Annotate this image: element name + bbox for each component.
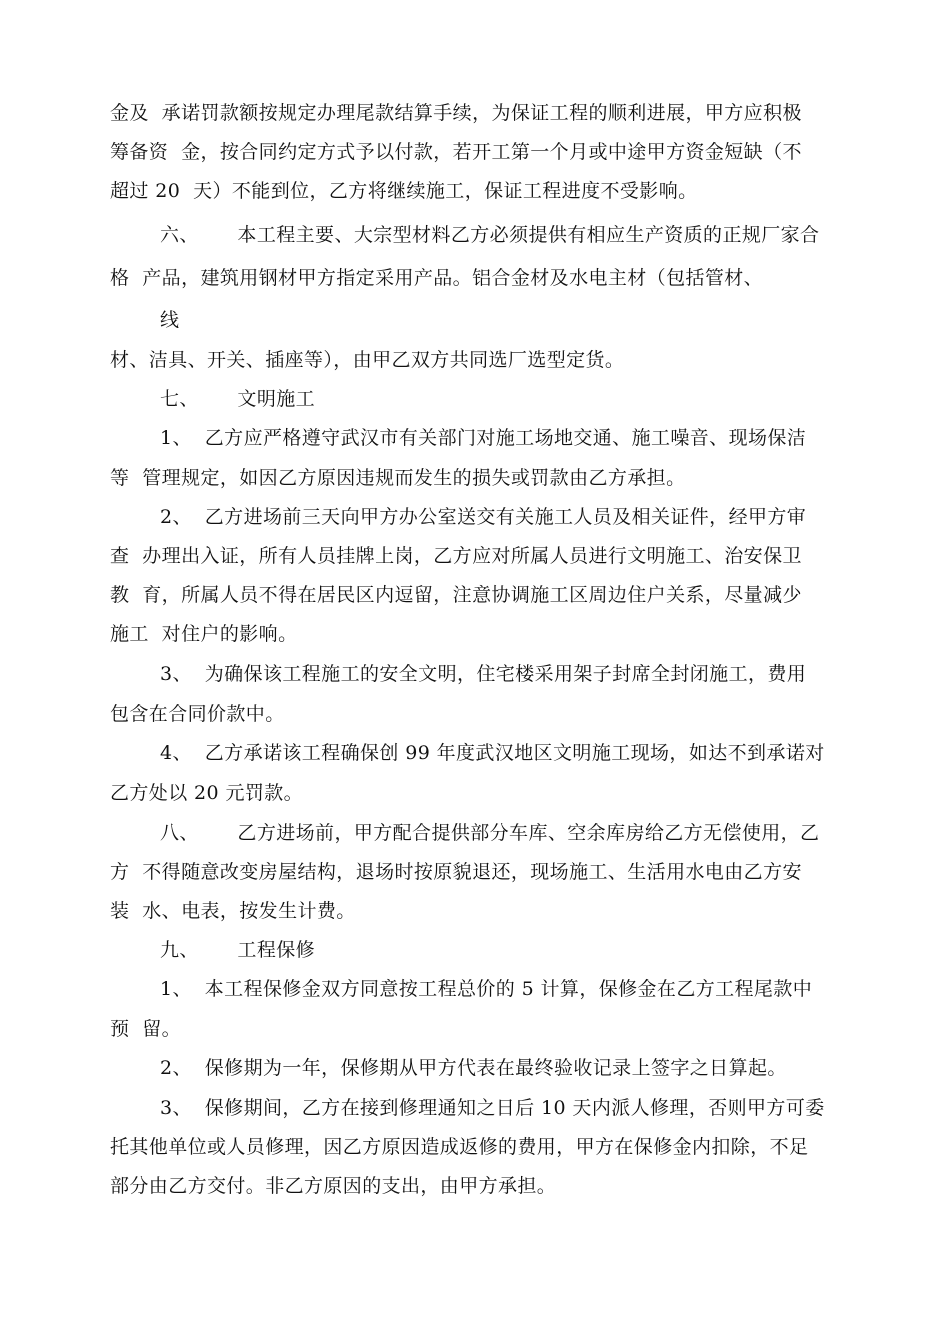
body-text-line: 教 育，所属人员不得在居民区内逗留，注意协调施工区周边住户关系，尽量减少 — [110, 584, 802, 606]
clause-item-7-1: 1、 乙方应严格遵守武汉市有关部门对施工场地交通、施工噪音、现场保洁 — [160, 427, 807, 449]
section-heading-seven: 七、 文明施工 — [160, 388, 316, 410]
body-text-line: 方 不得随意改变房屋结构，退场时按原貌退还，现场施工、生活用水电由乙方安 — [110, 861, 802, 883]
section-heading-eight: 八、 乙方进场前，甲方配合提供部分车库、空余库房给乙方无偿使用，乙 — [160, 822, 820, 844]
clause-item-9-2: 2、 保修期为一年，保修期从甲方代表在最终验收记录上签字之日算起。 — [160, 1057, 787, 1079]
body-text-line: 筹备资 金，按合同约定方式予以付款，若开工第一个月或中途甲方资金短缺（不 — [110, 141, 802, 163]
body-text-line: 超过 20 天）不能到位，乙方将继续施工，保证工程进度不受影响。 — [110, 180, 698, 202]
body-text-line: 托其他单位或人员修理，因乙方原因造成返修的费用，甲方在保修金内扣除，不足 — [110, 1136, 809, 1158]
body-text-line: 包含在合同价款中。 — [110, 703, 285, 725]
body-text-line: 等 管理规定，如因乙方原因违规而发生的损失或罚款由乙方承担。 — [110, 467, 686, 489]
clause-item-7-3: 3、 为确保该工程施工的安全文明，住宅楼采用架子封席全封闭施工，费用 — [160, 663, 807, 685]
body-text-line: 施工 对住户的影响。 — [110, 623, 298, 645]
section-heading-six: 六、 本工程主要、大宗型材料乙方必须提供有相应生产资质的正规厂家合 — [160, 224, 820, 246]
body-text-line: 查 办理出入证，所有人员挂牌上岗，乙方应对所属人员进行文明施工、治安保卫 — [110, 545, 802, 567]
section-heading-nine: 九、 工程保修 — [160, 939, 316, 961]
body-text-line: 格 产品，建筑用钢材甲方指定采用产品。铝合金材及水电主材（包括管材、 — [110, 267, 764, 289]
body-text-line: 部分由乙方交付。非乙方原因的支出，由甲方承担。 — [110, 1175, 557, 1197]
body-text-line: 金及 承诺罚款额按规定办理尾款结算手续，为保证工程的顺利进展，甲方应积极 — [110, 102, 802, 124]
clause-item-9-1: 1、 本工程保修金双方同意按工程总价的 5 计算，保修金在乙方工程尾款中 — [160, 978, 813, 1000]
body-text-line: 材、洁具、开关、插座等），由甲乙双方共同选厂选型定货。 — [110, 349, 625, 371]
body-text-line: 乙方处以 20 元罚款。 — [110, 782, 304, 804]
clause-item-9-3: 3、 保修期间，乙方在接到修理通知之日后 10 天内派人修理，否则甲方可委 — [160, 1097, 825, 1119]
body-text-line: 线 — [160, 309, 180, 331]
clause-item-7-4: 4、 乙方承诺该工程确保创 99 年度武汉地区文明施工现场，如达不到承诺对 — [160, 742, 825, 764]
body-text-line: 预 留。 — [110, 1018, 182, 1040]
body-text-line: 装 水、电表，按发生计费。 — [110, 900, 356, 922]
clause-item-7-2: 2、 乙方进场前三天向甲方办公室送交有关施工人员及相关证件，经甲方审 — [160, 506, 807, 528]
